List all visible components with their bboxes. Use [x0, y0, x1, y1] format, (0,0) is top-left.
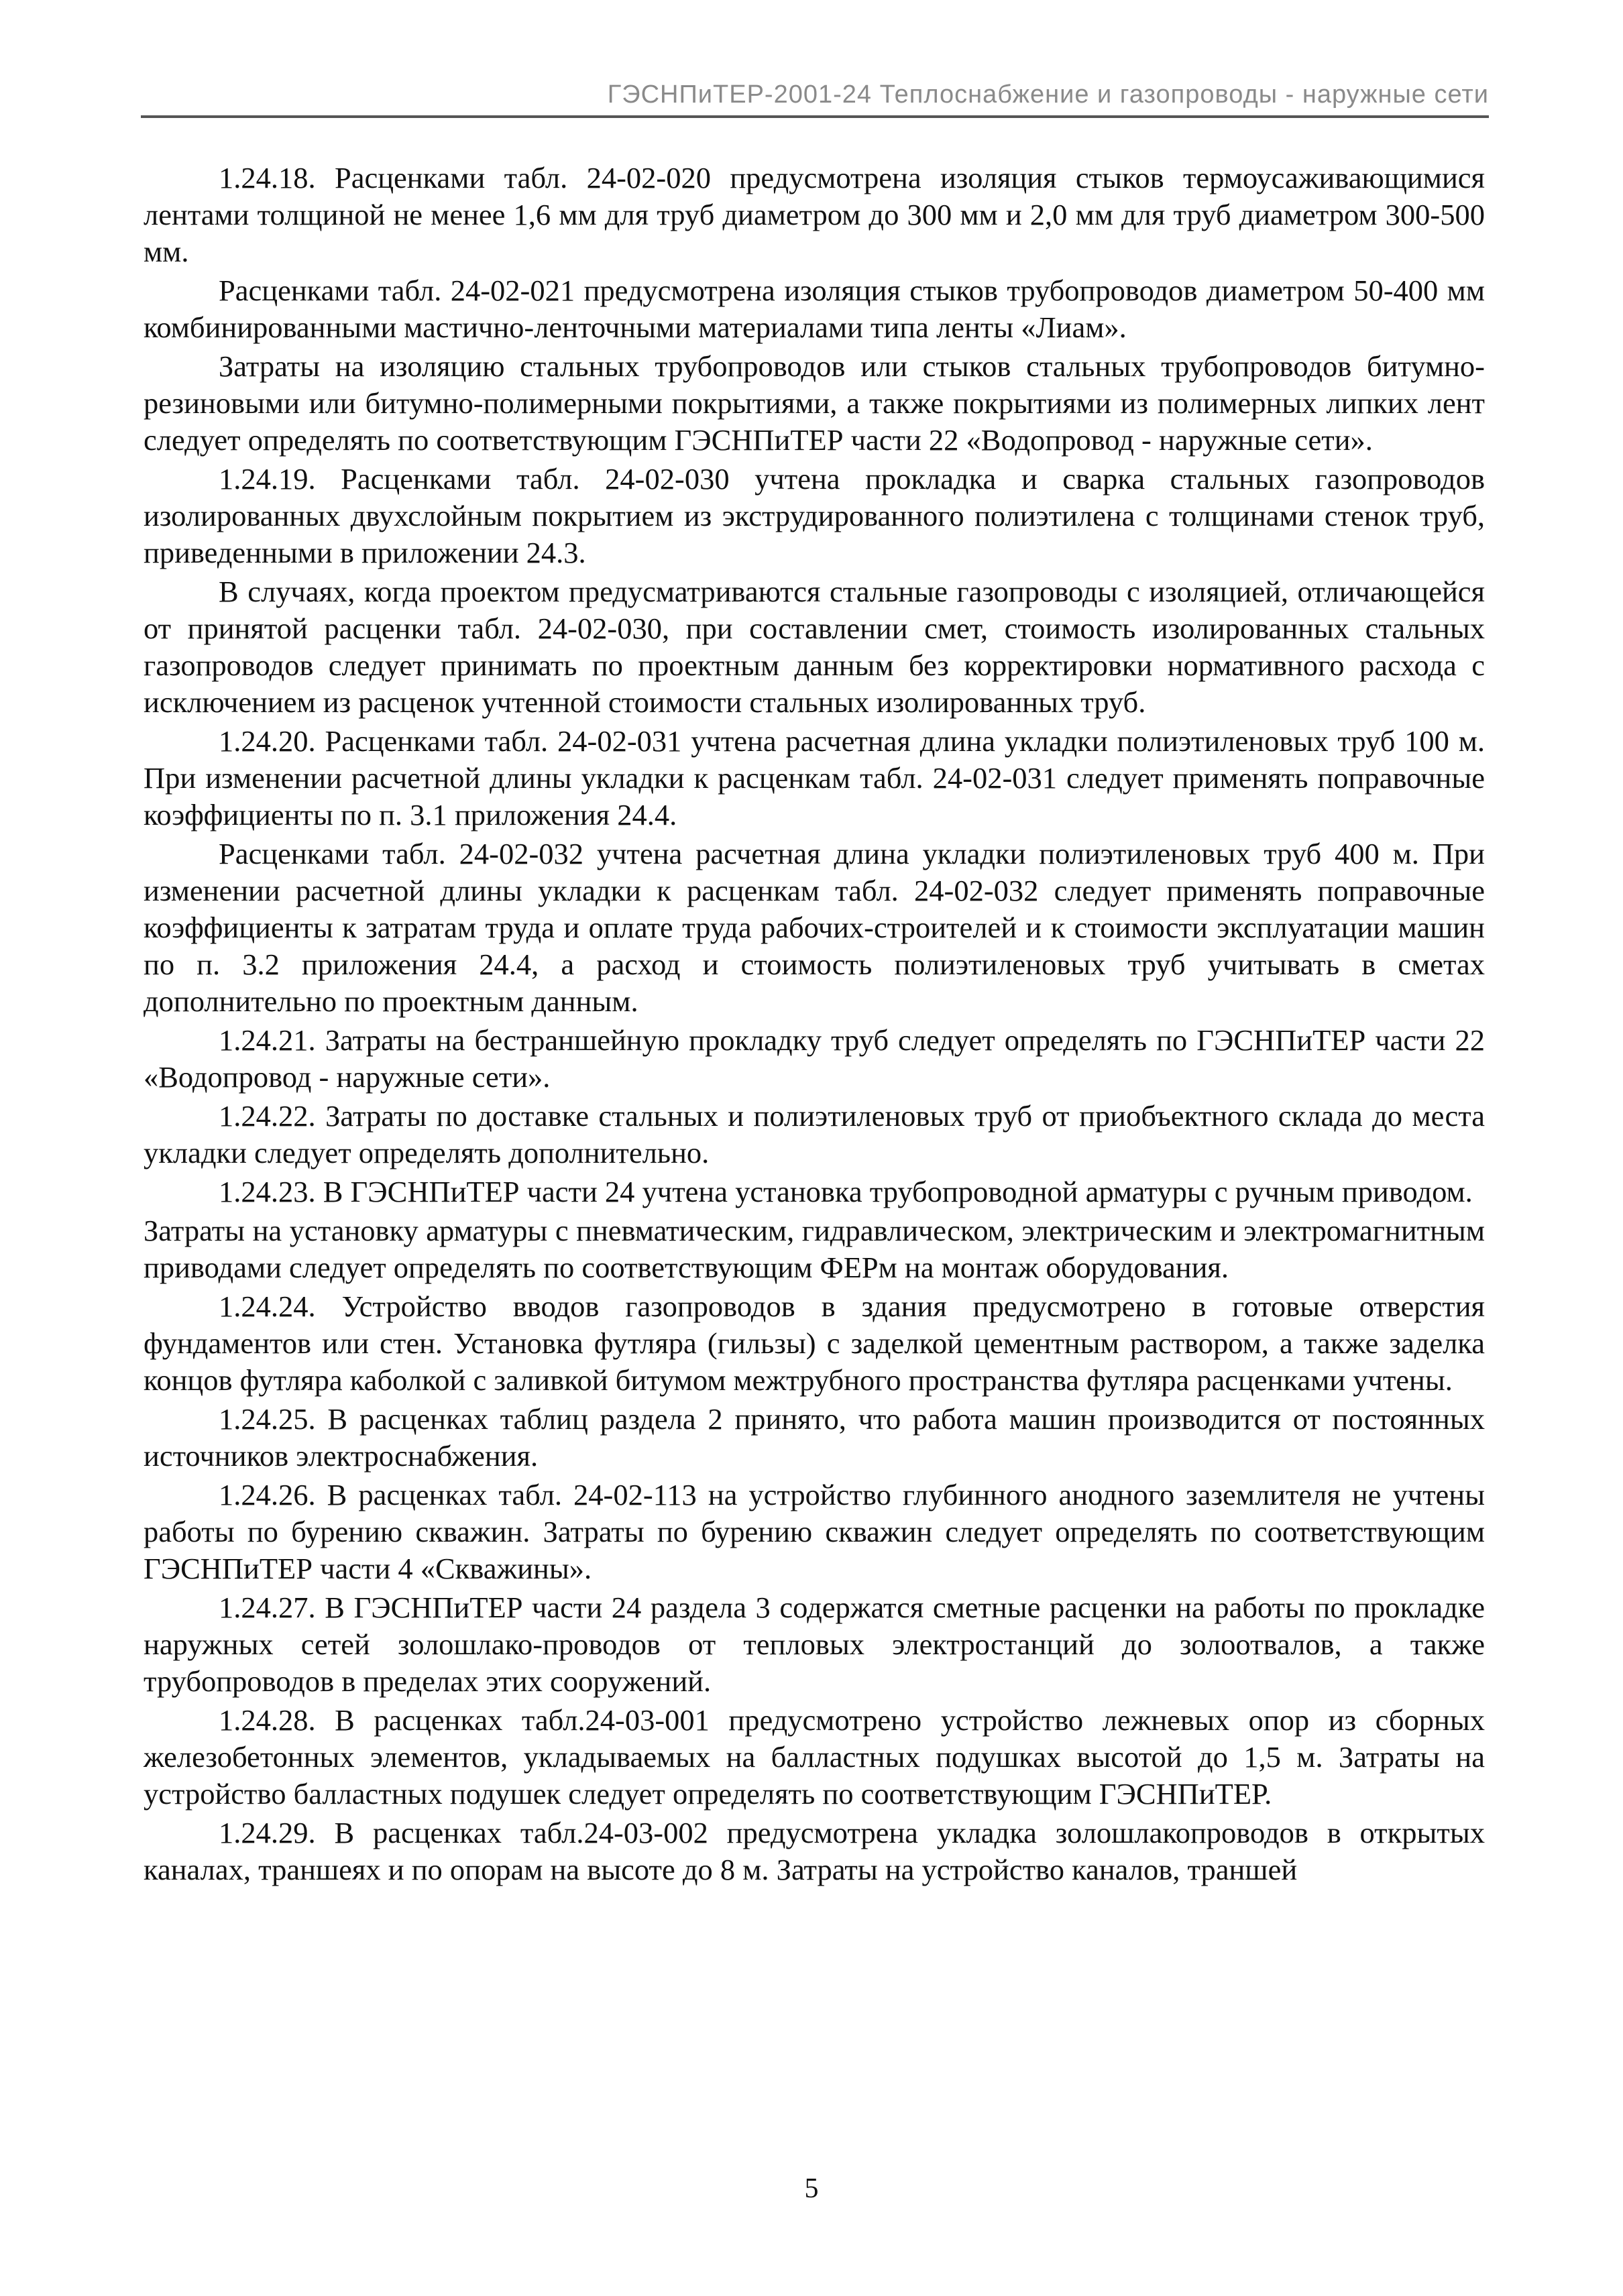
page-number: 5	[804, 2173, 819, 2204]
paragraph-1-24-29: 1.24.29. В расценках табл.24-03-002 предусмотрена укладка золошлакопроводов в открытых каналах, траншеях и по опорам на высоте до 8 м. Затраты на устройство каналов, траншей	[144, 1816, 1485, 1886]
paragraph-1-24-18: 1.24.18. Расценками табл. 24-02-020 предусмотрена изоляция стыков термоусаживающимися лентами толщиной не менее 1,6 мм для труб диаметром до 300 мм и 2,0 мм для труб диаметром 300-500 мм.	[144, 161, 1485, 268]
paragraph-actuator-costs: Затраты на установку арматуры с пневматическим, гидравлическом, электрическим и электромагнитным приводами следует определять по соответствующим ФЕРм на монтаж оборудования.	[144, 1214, 1485, 1284]
paragraph-table-24-02-032: Расценками табл. 24-02-032 учтена расчетная длина укладки полиэтиленовых труб 400 м. При изменении расчетной длины укладки к расценкам табл. 24-02-032 следует применять поправочные коэффициенты к затратам труда и оплате труда рабочих-строителей и к стоимости эксплуатации машин по п. 3.2 приложения 24.4, а расход и стоимость полиэтиленовых труб учитывать в сметах дополнительно по проектным данным.	[144, 837, 1485, 1018]
paragraph-1-24-27: 1.24.27. В ГЭСНПиТЕР части 24 раздела 3 содержатся сметные расценки на работы по прокладке наружных сетей золошлако-проводов от тепловых электростанций до золоотвалов, а также трубопроводов в пределах этих сооружений.	[144, 1591, 1485, 1698]
running-header: ГЭСНПиТЕР-2001-24 Теплоснабжение и газопроводы - наружные сети	[607, 80, 1489, 109]
paragraph-1-24-28: 1.24.28. В расценках табл.24-03-001 предусмотрено устройство лежневых опор из сборных железобетонных элементов, укладываемых на балластных подушках высотой до 1,5 м. Затраты на устройство балластных подушек следует определять по соответствующим ГЭСНПиТЕР.	[144, 1703, 1485, 1811]
paragraph-1-24-22: 1.24.22. Затраты по доставке стальных и полиэтиленовых труб от приобъектного склада до места укладки следует определять дополнительно.	[144, 1099, 1485, 1169]
body-text	[144, 160, 1485, 1890]
paragraph-1-24-24: 1.24.24. Устройство вводов газопроводов в здания предусмотрено в готовые отверстия фундаментов или стен. Установка футляра (гильзы) с заделкой цементным раствором, а также заделка концов футляра каболкой с заливкой битумом межтрубного пространства футляра расценками учтены.	[144, 1289, 1485, 1397]
paragraph-other-insulation: В случаях, когда проектом предусматриваются стальные газопроводы с изоляцией, отличающейся от принятой расценки табл. 24-02-030, при составлении смет, стоимость изолированных стальных газопроводов следует принимать по проектным данным без корректировки нормативного расхода с исключением из расценок учтенной стоимости стальных изолированных труб.	[144, 575, 1485, 719]
paragraph-1-24-26: 1.24.26. В расценках табл. 24-02-113 на устройство глубинного анодного заземлителя не учтены работы по бурению скважин. Затраты по бурению скважин следует определять по соответствующим ГЭСНПиТЕР части 4 «Скважины».	[144, 1478, 1485, 1585]
paragraph-table-24-02-021: Расценками табл. 24-02-021 предусмотрена изоляция стыков трубопроводов диаметром 50-400 мм комбинированными мастично-ленточными материалами типа ленты «Лиам».	[144, 274, 1485, 344]
paragraph-1-24-21: 1.24.21. Затраты на бестраншейную прокладку труб следует определять по ГЭСНПиТЕР части 22 «Водопровод - наружные сети».	[144, 1023, 1485, 1094]
header-rule	[141, 115, 1489, 118]
paragraph-1-24-20: 1.24.20. Расценками табл. 24-02-031 учтена расчетная длина укладки полиэтиленовых труб 100 м. При изменении расчетной длины укладки к расценкам табл. 24-02-031 следует применять поправочные коэффициенты по п. 3.1 приложения 24.4.	[144, 724, 1485, 831]
paragraph-insulation-costs: Затраты на изоляцию стальных трубопроводов или стыков стальных трубопроводов битумно-резиновыми или битумно-полимерными покрытиями, а также покрытиями из полимерных липких лент следует определять по соответствующим ГЭСНПиТЕР части 22 «Водопровод - наружные сети».	[144, 349, 1485, 457]
paragraph-1-24-23: 1.24.23. В ГЭСНПиТЕР части 24 учтена установка трубопроводной арматуры с ручным приводом.	[219, 1175, 1473, 1208]
paragraph-1-24-25: 1.24.25. В расценках таблиц раздела 2 принято, что работа машин производится от постоянных источников электроснабжения.	[144, 1402, 1485, 1473]
paragraph-1-24-19: 1.24.19. Расценками табл. 24-02-030 учтена прокладка и сварка стальных газопроводов изолированных двухслойным покрытием из экструдированного полиэтилена с толщинами стенок труб, приведенными в приложении 24.3.	[144, 462, 1485, 569]
